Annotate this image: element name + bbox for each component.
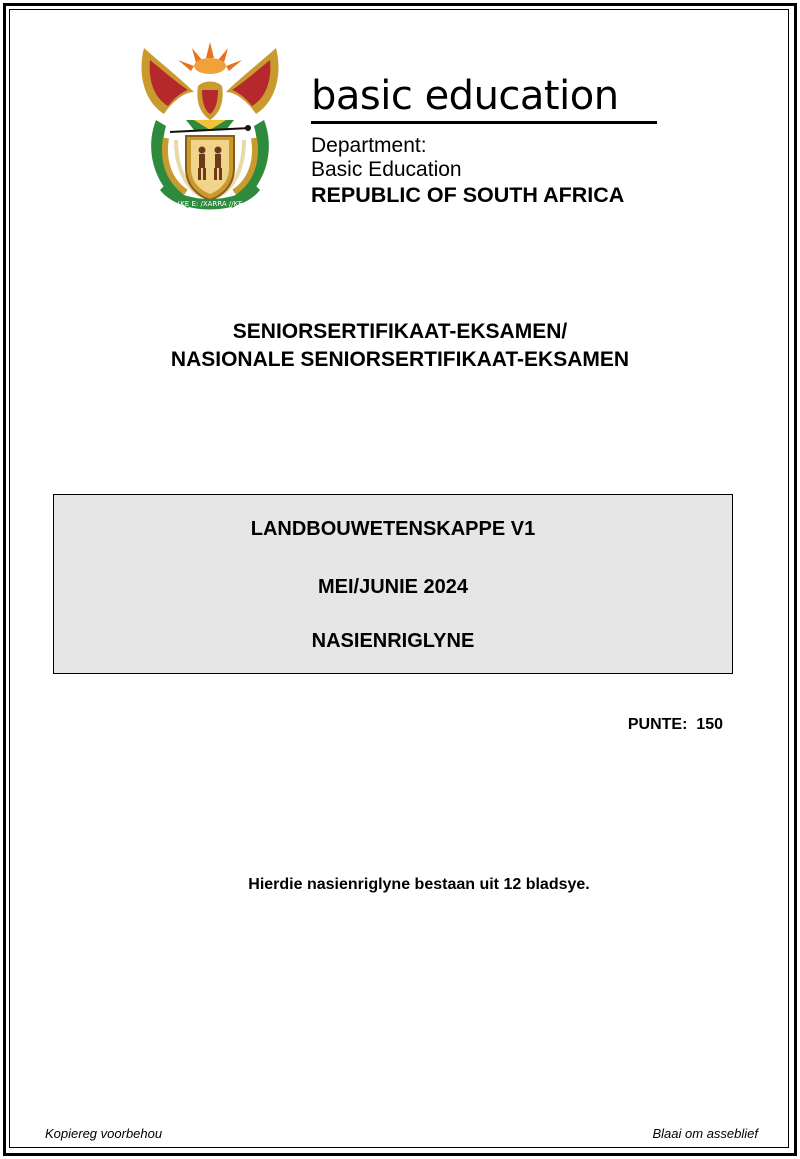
subject-name: LANDBOUWETENSKAPPE V1	[250, 518, 536, 540]
exam-title-line-2: NASIONALE SENIORSERTIFIKAAT-EKSAMEN	[170, 348, 630, 371]
document-type: NASIENRIGLYNE	[311, 630, 475, 652]
exam-title	[0, 318, 800, 374]
department-label: Department:	[311, 134, 427, 157]
copyright-notice: Kopiereg voorbehou	[45, 1126, 163, 1141]
crest-motto: !KE E: /XARRA //KE	[177, 200, 243, 208]
exam-session: MEI/JUNIE 2024	[317, 576, 469, 598]
department-name: Basic Education	[311, 158, 462, 181]
subject-box	[53, 494, 733, 674]
exam-title-line-1: SENIORSERTIFIKAAT-EKSAMEN/	[232, 320, 568, 343]
total-marks: PUNTE: 150	[627, 716, 723, 733]
page-count-note: Hierdie nasienriglyne bestaan uit 12 bladsye.	[248, 876, 590, 893]
brand-title: basic education	[311, 73, 619, 119]
turn-over-notice: Blaai om asseblief	[652, 1126, 758, 1141]
department-brand	[311, 70, 657, 208]
country-name: REPUBLIC OF SOUTH AFRICA	[311, 183, 625, 207]
coat-of-arms-logo	[136, 40, 284, 218]
